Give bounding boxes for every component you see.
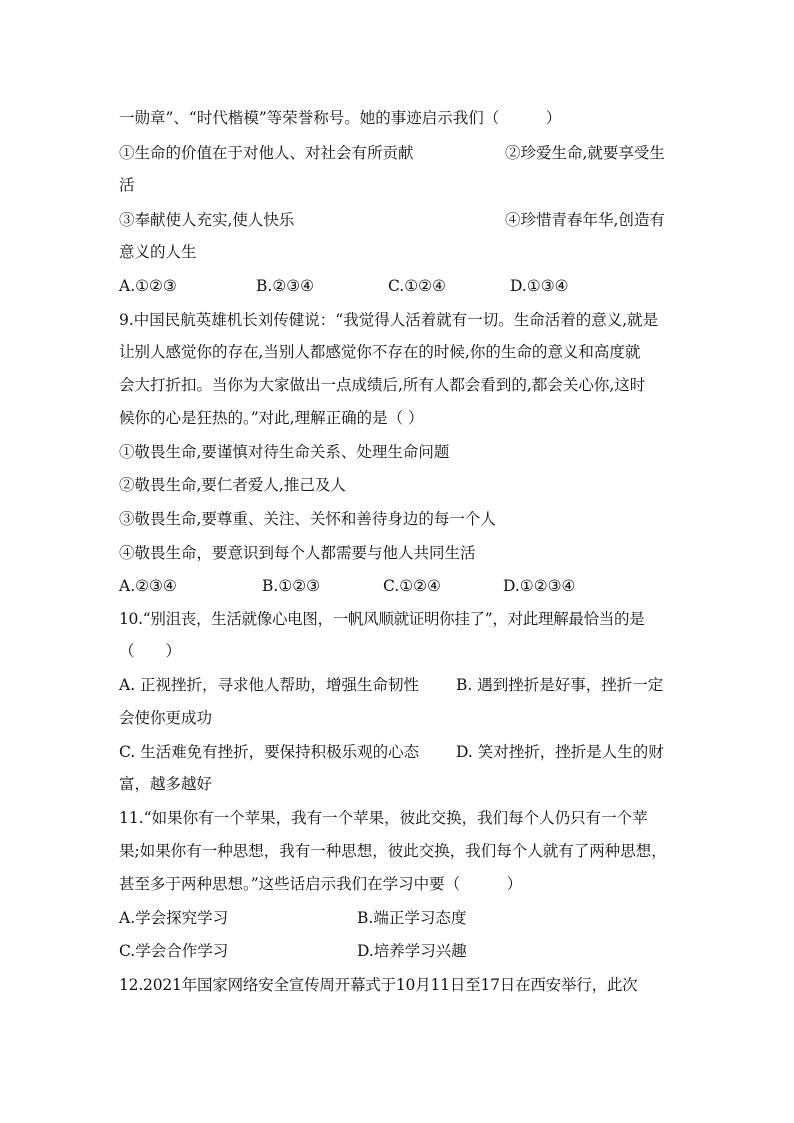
q10-option-d-cont: 富，越多越好 (119, 775, 213, 793)
q10-stem-line: 10.“别沮丧，生活就像心电图，一帆风顺就证明你挂了”，对此理解最恰当的是 (119, 610, 645, 628)
q9-answer-c: C.①②④ (383, 577, 441, 595)
q8-stem-tail: 一勋章”、“时代楷模”等荣誉称号。她的事迹启示我们（ ） (119, 109, 562, 127)
q9-answer-d: D.①②③④ (503, 577, 576, 595)
q9-option: ④敬畏生命，要意识到每个人都需要与他人共同生活 (119, 544, 476, 562)
q9-option: ③敬畏生命,要尊重、关注、关怀和善待身边的每一个人 (119, 510, 496, 528)
q11-stem-line: 甚至多于两种思想。”这些话启示我们在学习中要（ ） (119, 875, 523, 893)
q9-option: ①敬畏生命,要谨慎对待生命关系、处理生命问题 (119, 443, 450, 461)
q8-answer-b: B.②③④ (256, 277, 315, 295)
q8-option-1: ①生命的价值在于对他人、对社会有所贡献 (119, 144, 414, 162)
q10-option-c: C. 生活难免有挫折，要保持积极乐观的心态 (119, 743, 420, 761)
q9-answer-a: A.②③④ (119, 577, 177, 595)
q12-stem-line: 12.2021年国家网络安全宣传周开幕式于10月11日至17日在西安举行，此次 (119, 976, 638, 994)
q8-option-4: ④珍惜青春年华,创造有 (505, 211, 665, 229)
q8-answer-c: C.①②④ (388, 277, 446, 295)
q11-option-d: D.培养学习兴趣 (357, 942, 467, 960)
q9-answer-b: B.①②③ (262, 577, 321, 595)
q9-option: ②敬畏生命,要仁者爱人,推己及人 (119, 476, 346, 494)
q10-stem-bracket: （ ） (119, 642, 182, 660)
q11-stem-line: 11.“如果你有一个苹果，我有一个苹果，彼此交换，我们每个人仍只有一个苹 (119, 809, 648, 827)
q8-option-4-cont: 意义的人生 (119, 243, 197, 261)
q10-option-d: D. 笑对挫折，挫折是人生的财 (456, 743, 664, 761)
q10-option-a: A. 正视挫折，寻求他人帮助，增强生命韧性 (119, 676, 420, 694)
q9-stem-line: 会大打折扣。当你为大家做出一点成绩后,所有人都会看到的,都会关心你,这时 (119, 376, 646, 394)
q11-stem-line: 果;如果你有一种思想，我有一种思想，彼此交换，我们每个人就有了两种思想， (119, 842, 667, 860)
q8-option-3: ③奉献使人充实,使人快乐 (119, 211, 295, 229)
q9-stem-line: 9.中国民航英雄机长刘传健说：“我觉得人活着就有一切。生命活着的意义,就是 (119, 311, 659, 329)
q8-answer-a: A.①②③ (119, 277, 177, 295)
q9-stem-line: 候你的心是狂热的。”对此,理解正确的是（ ） (119, 409, 424, 427)
q8-option-2-cont: 活 (119, 176, 135, 194)
q11-option-b: B.端正学习态度 (357, 909, 467, 927)
q10-option-b-cont: 会使你更成功 (119, 709, 213, 727)
q8-option-2: ②珍爱生命,就要享受生 (505, 144, 665, 162)
q11-option-a: A.学会探究学习 (119, 909, 229, 927)
q10-option-b: B. 遇到挫折是好事，挫折一定 (456, 676, 664, 694)
q11-option-c: C.学会合作学习 (119, 942, 229, 960)
q9-stem-line: 让别人感觉你的存在,当别人都感觉你不存在的时候,你的生命的意义和高度就 (119, 343, 641, 361)
q8-answer-d: D.①③④ (510, 277, 569, 295)
